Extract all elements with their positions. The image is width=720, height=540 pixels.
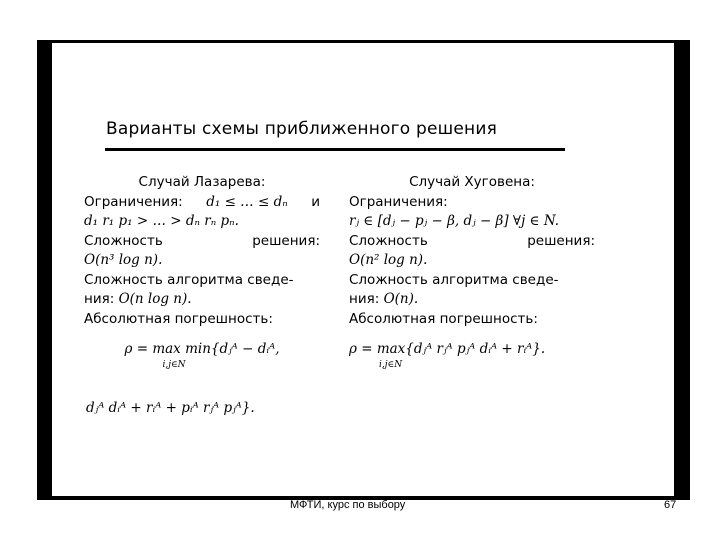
right-complexity-word: Сложность [349,232,428,249]
left-complexity-word: Сложность [84,232,163,249]
left-formula-2: dⱼᴬ dᵢᴬ + rᵢᴬ + pᵢᴬ rⱼᴬ pⱼᴬ}. [86,400,255,416]
right-formula [349,340,595,370]
right-formula-text: ρ = max{dⱼᴬ rⱼᴬ pⱼᴬ dᵢᴬ + rᵢᴬ}. [349,341,546,357]
title-underline [105,148,565,151]
right-reduction-math: O(n). [383,291,419,307]
left-constraints-line [84,193,320,213]
page-number: 67 [664,499,677,511]
left-formula-1 [84,340,320,370]
right-formula-sub: i,j∈N [379,359,403,370]
left-constraints-tail: и [311,193,320,210]
left-constraints-label: Ограничения: [84,193,183,210]
left-column [84,173,320,370]
right-column [349,173,595,370]
right-error-label: Абсолютная погрешность: [349,310,538,327]
right-heading: Случай Хуговена: [409,174,535,190]
right-reduction-line [349,290,595,310]
left-complexity-math: O(n³ log n). [84,252,163,268]
right-constraints-math: rⱼ ∈ [dⱼ − pⱼ − β, dⱼ − β] ∀j ∈ N. [349,213,560,229]
left-constraints-math: d₁ ≤ … ≤ dₙ [206,193,288,210]
right-constraints-label: Ограничения: [349,193,448,210]
right-solution-word: решения: [527,232,595,249]
right-complexity-line [349,232,595,252]
left-error-label: Абсолютная погрешность: [84,310,273,327]
right-complexity-math: O(n² log n). [349,252,428,268]
left-heading: Случай Лазарева: [138,174,266,190]
right-reduction-text: Сложность алгоритма сведе- [349,271,559,288]
left-complexity-line [84,232,320,252]
slide-title: Варианты схемы приближенного решения [106,119,498,139]
left-formula-1-sub: i,j∈N [162,359,186,370]
left-reduction-label: ния: [84,291,115,307]
slide [52,43,674,496]
slide-frame [37,40,690,500]
left-solution-word: решения: [252,232,320,249]
left-reduction-line [84,290,320,310]
left-formula-1-text: ρ = max min{dⱼᴬ − dᵢᴬ, [124,341,280,357]
footer-text: МФТИ, курс по выбору [290,499,406,511]
left-constraints-math-2: d₁ r₁ p₁ > … > dₙ rₙ pₙ. [84,213,239,229]
left-reduction-math: O(n log n). [118,291,192,307]
left-reduction-text: Сложность алгоритма сведе- [84,271,294,288]
right-reduction-label: ния: [349,291,380,307]
